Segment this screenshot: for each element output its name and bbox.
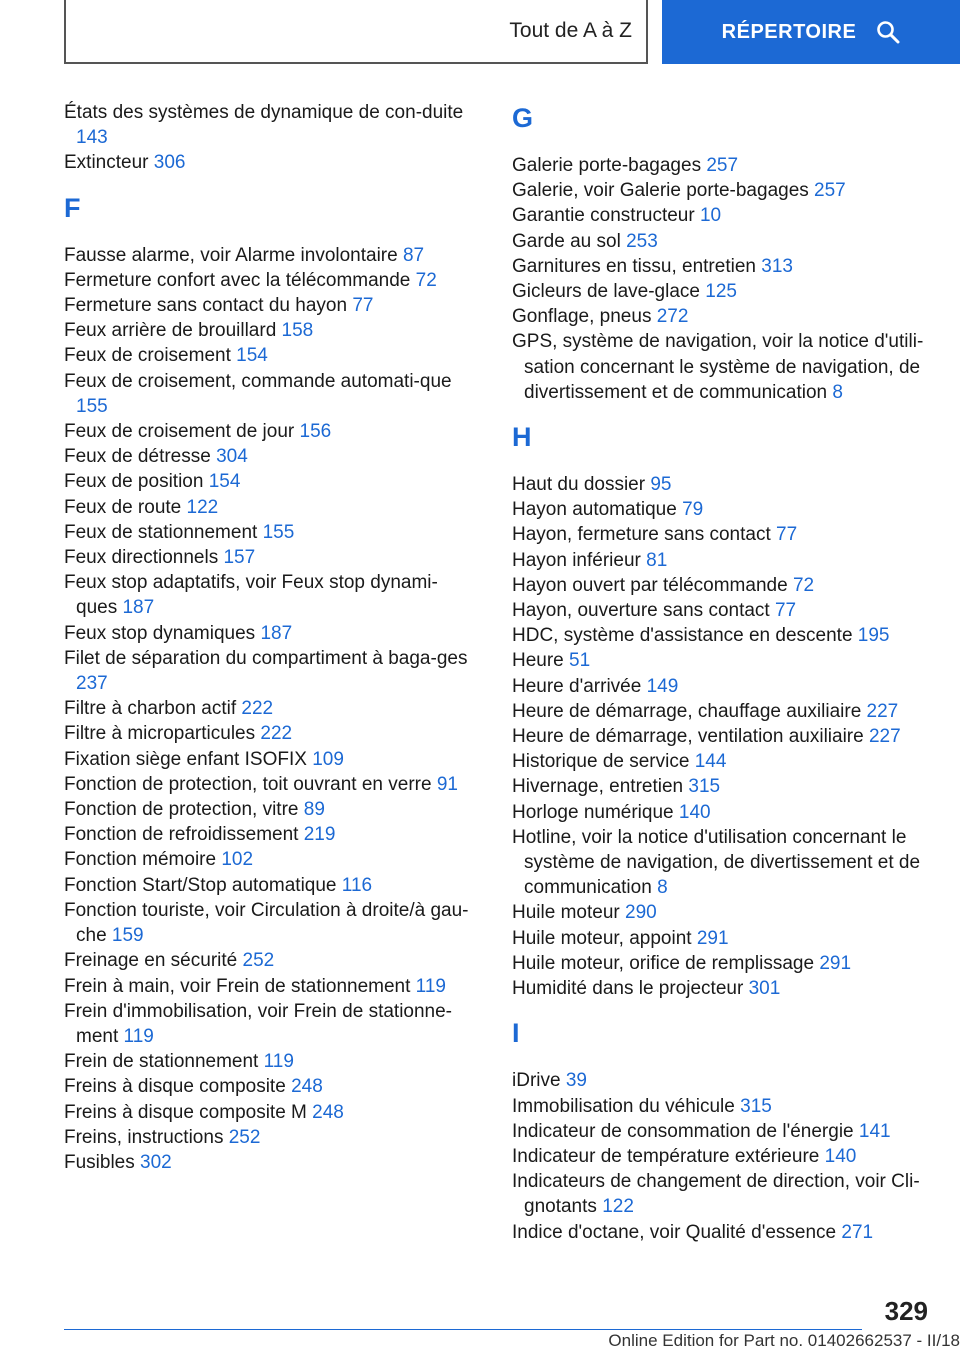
page-link[interactable]: 125 (705, 281, 737, 303)
index-entry (512, 1094, 932, 1119)
index-tab[interactable] (662, 0, 960, 64)
entry-text: Fusibles (64, 1151, 135, 1173)
index-entry (512, 1119, 932, 1144)
entry-text: Freins à disque composite M (64, 1101, 307, 1123)
index-entry (512, 699, 932, 724)
index-entry (512, 825, 932, 901)
index-entry (512, 203, 932, 228)
entry-text: Feux stop dynamiques (64, 622, 256, 644)
index-entry (64, 343, 474, 368)
page-link[interactable]: 81 (646, 549, 668, 571)
page-link[interactable]: 248 (312, 1101, 344, 1123)
index-entry (512, 548, 932, 573)
index-entry (64, 747, 474, 772)
page-link[interactable]: 155 (262, 521, 295, 543)
entry-text: Frein à main, voir Frein de stationnement (64, 975, 411, 997)
entry-text: Feux de croisement (64, 345, 231, 367)
index-entry (64, 293, 474, 318)
index-entry (64, 797, 474, 822)
index-entry (512, 724, 932, 749)
entry-text: Heure (512, 650, 564, 672)
index-entry (64, 621, 474, 646)
index-entry (512, 648, 932, 673)
index-entry (512, 976, 932, 1001)
entry-text: Hayon, ouverture sans contact (512, 600, 770, 622)
index-entry (64, 369, 474, 419)
index-entry (512, 573, 932, 598)
page-link[interactable]: 77 (352, 295, 374, 317)
entry-text: Extincteur (64, 152, 149, 174)
index-entry (512, 472, 932, 497)
page-link[interactable]: 157 (223, 547, 256, 569)
index-entry (512, 774, 932, 799)
index-entry (64, 100, 474, 150)
index-entry (512, 674, 932, 699)
index-entry (64, 570, 474, 620)
index-entry (64, 1125, 474, 1150)
entry-text: Hayon automatique (512, 499, 677, 521)
page-link[interactable]: 77 (776, 524, 798, 546)
entry-text: Garde au sol (512, 230, 621, 252)
section-letter: G (512, 103, 534, 133)
entry-text: Feux directionnels (64, 547, 219, 569)
index-entry (64, 772, 474, 797)
page-link[interactable]: 141 (858, 1120, 891, 1142)
page-link[interactable]: 248 (291, 1076, 323, 1098)
entry-text: Feux stop adaptatifs, voir Feux stop dynami‐ques (64, 572, 438, 619)
entry-text: Frein d'immobilisation, voir Frein de stationne‐ment (64, 1000, 453, 1047)
entry-text: Freins, instructions (64, 1126, 224, 1148)
entry-text: Fermeture confort avec la télécommande (64, 269, 411, 291)
index-entry (64, 721, 474, 746)
entry-text: GPS, système de navigation, voir la notice d'utili‐sation concernant le système de navigation, de divertissement et de communication (512, 331, 924, 403)
entry-text: Humidité dans le projecteur (512, 978, 744, 1000)
entry-text: Gicleurs de lave-glace (512, 281, 700, 303)
index-entry (64, 898, 474, 948)
entry-text: États des systèmes de dynamique de con‐duite (64, 102, 464, 123)
entry-text: Indice d'octane, voir Qualité d'essence (512, 1221, 837, 1243)
index-entry (64, 822, 474, 847)
page-link[interactable]: 253 (626, 230, 658, 252)
index-entry (64, 444, 474, 469)
entry-text: Hayon, fermeture sans contact (512, 524, 771, 546)
index-tab-label: RÉPERTOIRE (721, 20, 857, 43)
index-entry (512, 900, 932, 925)
index-entry (64, 545, 474, 570)
page-link[interactable]: 252 (242, 950, 275, 972)
page-link[interactable]: 222 (241, 698, 274, 720)
index-entry (512, 926, 932, 951)
page-link[interactable]: 122 (602, 1196, 634, 1218)
page-link[interactable]: 187 (122, 597, 155, 619)
page-link[interactable]: 10 (699, 205, 722, 227)
footer-edition: Online Edition for Part no. 01402662537 - II/18 (608, 1331, 960, 1350)
page-link[interactable]: 87 (402, 244, 425, 266)
entry-text: Feux de route (64, 496, 182, 518)
page-link[interactable]: 257 (814, 180, 846, 202)
index-entry (64, 318, 474, 343)
page-link[interactable]: 302 (140, 1151, 172, 1173)
page-link[interactable]: 77 (774, 600, 797, 622)
index-entry (512, 598, 932, 623)
index-entry (512, 1068, 932, 1093)
index-entry (64, 999, 474, 1049)
page-link[interactable]: 109 (312, 748, 344, 770)
page-link[interactable]: 315 (740, 1095, 772, 1117)
entry-text: Freinage en sécurité (64, 950, 238, 972)
entry-text: Filtre à microparticules (64, 723, 256, 745)
index-entry (64, 419, 474, 444)
page-link[interactable]: 195 (857, 625, 890, 647)
entry-text: Feux arrière de brouillard (64, 320, 277, 342)
index-entry (64, 847, 474, 872)
entry-text: Hivernage, entretien (512, 776, 684, 798)
page-link[interactable]: 51 (569, 650, 591, 672)
index-entry (64, 268, 474, 293)
page-link[interactable]: 237 (76, 673, 108, 695)
page-link[interactable]: 140 (678, 801, 711, 823)
page-link[interactable]: 39 (565, 1070, 587, 1092)
index-entry (64, 1100, 474, 1125)
search-icon[interactable] (876, 20, 900, 44)
index-entry (64, 150, 474, 175)
page-link[interactable]: 89 (303, 799, 325, 821)
entry-text: Indicateur de température extérieure (512, 1145, 820, 1167)
page-link[interactable]: 306 (153, 152, 186, 174)
entry-text: Haut du dossier (512, 474, 646, 496)
page-link[interactable]: 116 (341, 874, 373, 896)
index-entry (512, 279, 932, 304)
page-link[interactable]: 8 (657, 877, 668, 899)
page-link[interactable]: 291 (819, 952, 852, 974)
index-column-right (512, 100, 932, 1245)
page-link[interactable]: 122 (186, 496, 219, 518)
entry-text: Huile moteur, appoint (512, 927, 692, 949)
index-entry (64, 1074, 474, 1099)
index-entry (64, 1150, 474, 1175)
entry-text: Huile moteur, orifice de remplissage (512, 952, 815, 974)
entry-text: Feux de position (64, 471, 204, 493)
page-link[interactable]: 271 (841, 1221, 874, 1243)
entry-text: Filet de séparation du compartiment à baga‐ges (64, 647, 468, 669)
page-link[interactable]: 91 (436, 773, 458, 795)
index-entry (64, 243, 474, 268)
entry-text: Heure d'arrivée (512, 675, 642, 697)
entry-text: Galerie porte-bagages (512, 155, 702, 176)
entry-text: Frein de stationnement (64, 1051, 259, 1073)
index-entry (64, 495, 474, 520)
page-link[interactable]: 159 (111, 925, 144, 947)
index-entry (512, 1220, 932, 1245)
page-link[interactable]: 8 (832, 381, 843, 403)
page-link[interactable]: 154 (208, 471, 241, 493)
index-entry (64, 974, 474, 999)
index-entry (512, 800, 932, 825)
entry-text: Feux de détresse (64, 446, 211, 468)
entry-text: Feux de croisement de jour (64, 421, 295, 443)
page-link[interactable]: 290 (625, 902, 657, 924)
page-link[interactable]: 313 (761, 255, 793, 277)
section-letter: F (64, 192, 81, 223)
page-link[interactable]: 304 (216, 446, 248, 468)
section-letter: I (512, 1018, 520, 1049)
entry-text: Feux de croisement, commande automati‐que (64, 370, 452, 392)
entry-text: Fermeture sans contact du hayon (64, 295, 348, 317)
entry-text: Fausse alarme, voir Alarme involontaire (64, 244, 398, 266)
index-entry (64, 520, 474, 545)
index-entry (512, 951, 932, 976)
entry-text: Indicateur de consommation de l'énergie (512, 1120, 854, 1142)
entry-text: HDC, système d'assistance en descente (512, 625, 853, 647)
page-link[interactable]: 272 (656, 306, 689, 328)
page-link[interactable]: 155 (76, 395, 108, 417)
chapter-tab-label: Tout de A à Z (509, 19, 632, 42)
entry-text: Galerie, voir Galerie porte-bagages (512, 180, 809, 202)
index-entry (512, 749, 932, 774)
entry-text: Filtre à charbon actif (64, 698, 237, 720)
page-link[interactable]: 187 (260, 622, 293, 644)
page-link[interactable]: 119 (123, 1025, 154, 1047)
entry-text: Fonction de protection, toit ouvrant en verre (64, 773, 432, 795)
entry-text: Historique de service (512, 751, 690, 773)
page-link[interactable]: 95 (650, 474, 672, 496)
page-link[interactable]: 140 (824, 1145, 857, 1167)
page-link[interactable]: 72 (415, 269, 437, 291)
index-entry (512, 1169, 932, 1219)
entry-text: Garnitures en tissu, entretien (512, 255, 756, 277)
chapter-tab[interactable] (64, 0, 648, 64)
page-link[interactable]: 301 (748, 978, 781, 1000)
entry-text: Heure de démarrage, chauffage auxiliaire (512, 700, 862, 722)
entry-text: Garantie constructeur (512, 205, 695, 227)
page-link[interactable]: 252 (228, 1126, 261, 1148)
index-entry (64, 948, 474, 973)
entry-text: Fonction de protection, vitre (64, 799, 299, 821)
index-entry (512, 623, 932, 648)
page-link[interactable]: 154 (236, 345, 268, 367)
entry-text: Indicateurs de changement de direction, voir Cli‐gnotants (512, 1171, 920, 1218)
entry-text: Fonction touriste, voir Circulation à droite/à gau‐che (64, 899, 469, 947)
entry-text: Fonction Start/Stop automatique (64, 874, 337, 896)
index-entry (512, 522, 932, 547)
page-number: 329 (884, 1296, 928, 1326)
page-link[interactable]: 291 (696, 927, 729, 949)
page-link[interactable]: 144 (694, 751, 727, 773)
page-link[interactable]: 257 (706, 155, 739, 176)
entry-text: Huile moteur (512, 902, 620, 924)
index-entry (512, 153, 932, 178)
index-entry (512, 178, 932, 203)
entry-text: Feux de stationnement (64, 521, 258, 543)
index-entry (64, 469, 474, 494)
entry-text: Immobilisation du véhicule (512, 1095, 735, 1117)
entry-text: Heure de démarrage, ventilation auxiliaire (512, 726, 864, 748)
page-link[interactable]: 315 (688, 776, 721, 798)
entry-text: Freins à disque composite (64, 1076, 286, 1098)
entry-text: Fixation siège enfant ISOFIX (64, 748, 307, 770)
entry-text: iDrive (512, 1070, 561, 1092)
page-link[interactable]: 143 (76, 127, 108, 149)
footer-divider (64, 1329, 862, 1330)
entry-text: Horloge numérique (512, 801, 674, 823)
page-link[interactable]: 219 (303, 824, 336, 846)
index-entry (512, 304, 932, 329)
section-letter: H (512, 422, 532, 453)
page-link[interactable]: 149 (646, 675, 679, 697)
page-link[interactable]: 227 (866, 700, 899, 722)
entry-text: Hayon inférieur (512, 549, 641, 571)
index-entry (512, 329, 932, 405)
entry-text: Hotline, voir la notice d'utilisation concernant le système de navigation, de divertissement et de communication (512, 826, 921, 899)
index-entry (64, 696, 474, 721)
index-entry (512, 1144, 932, 1169)
index-entry (64, 873, 474, 898)
index-column-left (64, 100, 474, 1175)
index-entry (64, 1049, 474, 1074)
index-entry (512, 229, 932, 254)
entry-text: Gonflage, pneus (512, 306, 652, 328)
entry-text: Fonction de refroidissement (64, 824, 299, 846)
page-link[interactable]: 222 (260, 723, 293, 745)
page-link[interactable]: 158 (281, 320, 314, 342)
page-link[interactable]: 72 (792, 574, 815, 596)
page-link[interactable]: 156 (299, 421, 332, 443)
page-link[interactable]: 102 (221, 849, 254, 871)
page-link[interactable]: 119 (415, 975, 446, 997)
entry-text: Fonction mémoire (64, 849, 217, 871)
page-link[interactable]: 227 (868, 726, 901, 748)
index-entry (512, 254, 932, 279)
index-entry (64, 646, 474, 696)
page-link[interactable]: 119 (263, 1051, 294, 1073)
page-link[interactable]: 79 (682, 499, 704, 521)
entry-text: Hayon ouvert par télécommande (512, 574, 788, 596)
index-entry (512, 497, 932, 522)
